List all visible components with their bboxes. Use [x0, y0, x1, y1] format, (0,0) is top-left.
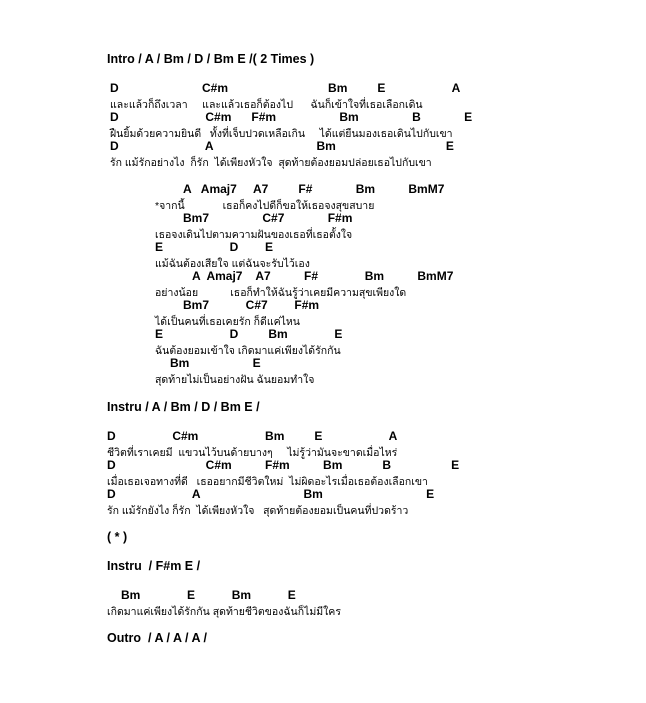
chord-line: E D E: [155, 240, 274, 254]
lyric-line: อย่างน้อย เธอก็ทำให้ฉันรู้ว่าเคยมีความสุขเพียงใด: [155, 287, 407, 299]
chord-line: E D Bm E: [155, 327, 343, 341]
instru-line: Instru / F#m E /: [107, 559, 201, 573]
lyric-line: ฝืนยิ้มด้วยความยินดี ทั้งที่เจ็บปวดเหลือเกิน ได้แต่ยืนมองเธอเดินไปกับเขา: [110, 128, 453, 140]
lyric-line: เกิดมาแค่เพียงได้รักกัน สุดท้ายชีวิตของฉันก็ไม่มีใคร: [107, 606, 341, 618]
chord-line: D C#m F#m Bm B E: [110, 110, 473, 124]
chord-line: D A Bm E: [107, 487, 435, 501]
lyric-line: *จากนี้ เธอก็คงไปดีก็ขอให้เธอจงสุขสบาย: [155, 200, 375, 212]
chord-line: D C#m Bm E A: [110, 81, 461, 95]
chord-line: Bm E: [170, 356, 261, 370]
intro-line: Intro / A / Bm / D / Bm E /( 2 Times ): [107, 52, 315, 66]
lyric-line: เมื่อเธอเจอทางที่ดี เธออยากมีชีวิตใหม่ ไม่ผิดอะไรเมื่อเธอต้องเลือกเขา: [107, 476, 428, 488]
instru-line: Instru / A / Bm / D / Bm E /: [107, 400, 260, 414]
lyric-line: แม้ฉันต้องเสียใจ แต่ฉันจะรับไว้เอง: [155, 258, 310, 270]
repeat-mark: ( * ): [107, 530, 128, 544]
lyric-line: ฉันต้องยอมเข้าใจ เกิดมาแค่เพียงได้รักกัน: [155, 345, 341, 357]
lyric-line: สุดท้ายไม่เป็นอย่างฝัน ฉันยอมทำใจ: [155, 374, 315, 386]
chord-line: D C#m F#m Bm B E: [107, 458, 460, 472]
chord-line: Bm7 C#7 F#m: [183, 298, 320, 312]
lyric-line: รัก แม้รักยังไง ก็รัก ได้เพียงหัวใจ สุดท้ายต้องยอมเป็นคนที่ปวดร้าว: [107, 505, 409, 517]
chord-line: Bm E Bm E: [121, 588, 296, 602]
lyric-line: เธอจงเดินไปตามความฝันของเธอที่เธอตั้งใจ: [155, 229, 353, 241]
chord-line: A Amaj7 A7 F# Bm BmM7: [183, 182, 445, 196]
outro-line: Outro / A / A / A /: [107, 631, 207, 645]
chord-line: A Amaj7 A7 F# Bm BmM7: [192, 269, 454, 283]
lyric-line: ชีวิตที่เราเคยมี แขวนไว้บนด้ายบางๆ ไม่รู้ว่ามันจะขาดเมื่อไหร่: [107, 447, 398, 459]
chord-line: Bm7 C#7 F#m: [183, 211, 353, 225]
lyric-line: รัก แม้รักอย่างไง ก็รัก ได้เพียงหัวใจ สุดท้ายต้องยอมปล่อยเธอไปกับเขา: [110, 157, 432, 169]
chord-line: D A Bm E: [110, 139, 454, 153]
lyric-line: ได้เป็นคนที่เธอเคยรัก ก็ดีแค่ไหน: [155, 316, 300, 328]
chord-line: D C#m Bm E A: [107, 429, 398, 443]
lyric-line: และแล้วก็ถึงเวลา และแล้วเธอก็ต้องไป ฉันก็เข้าใจที่เธอเลือกเดิน: [110, 99, 423, 111]
